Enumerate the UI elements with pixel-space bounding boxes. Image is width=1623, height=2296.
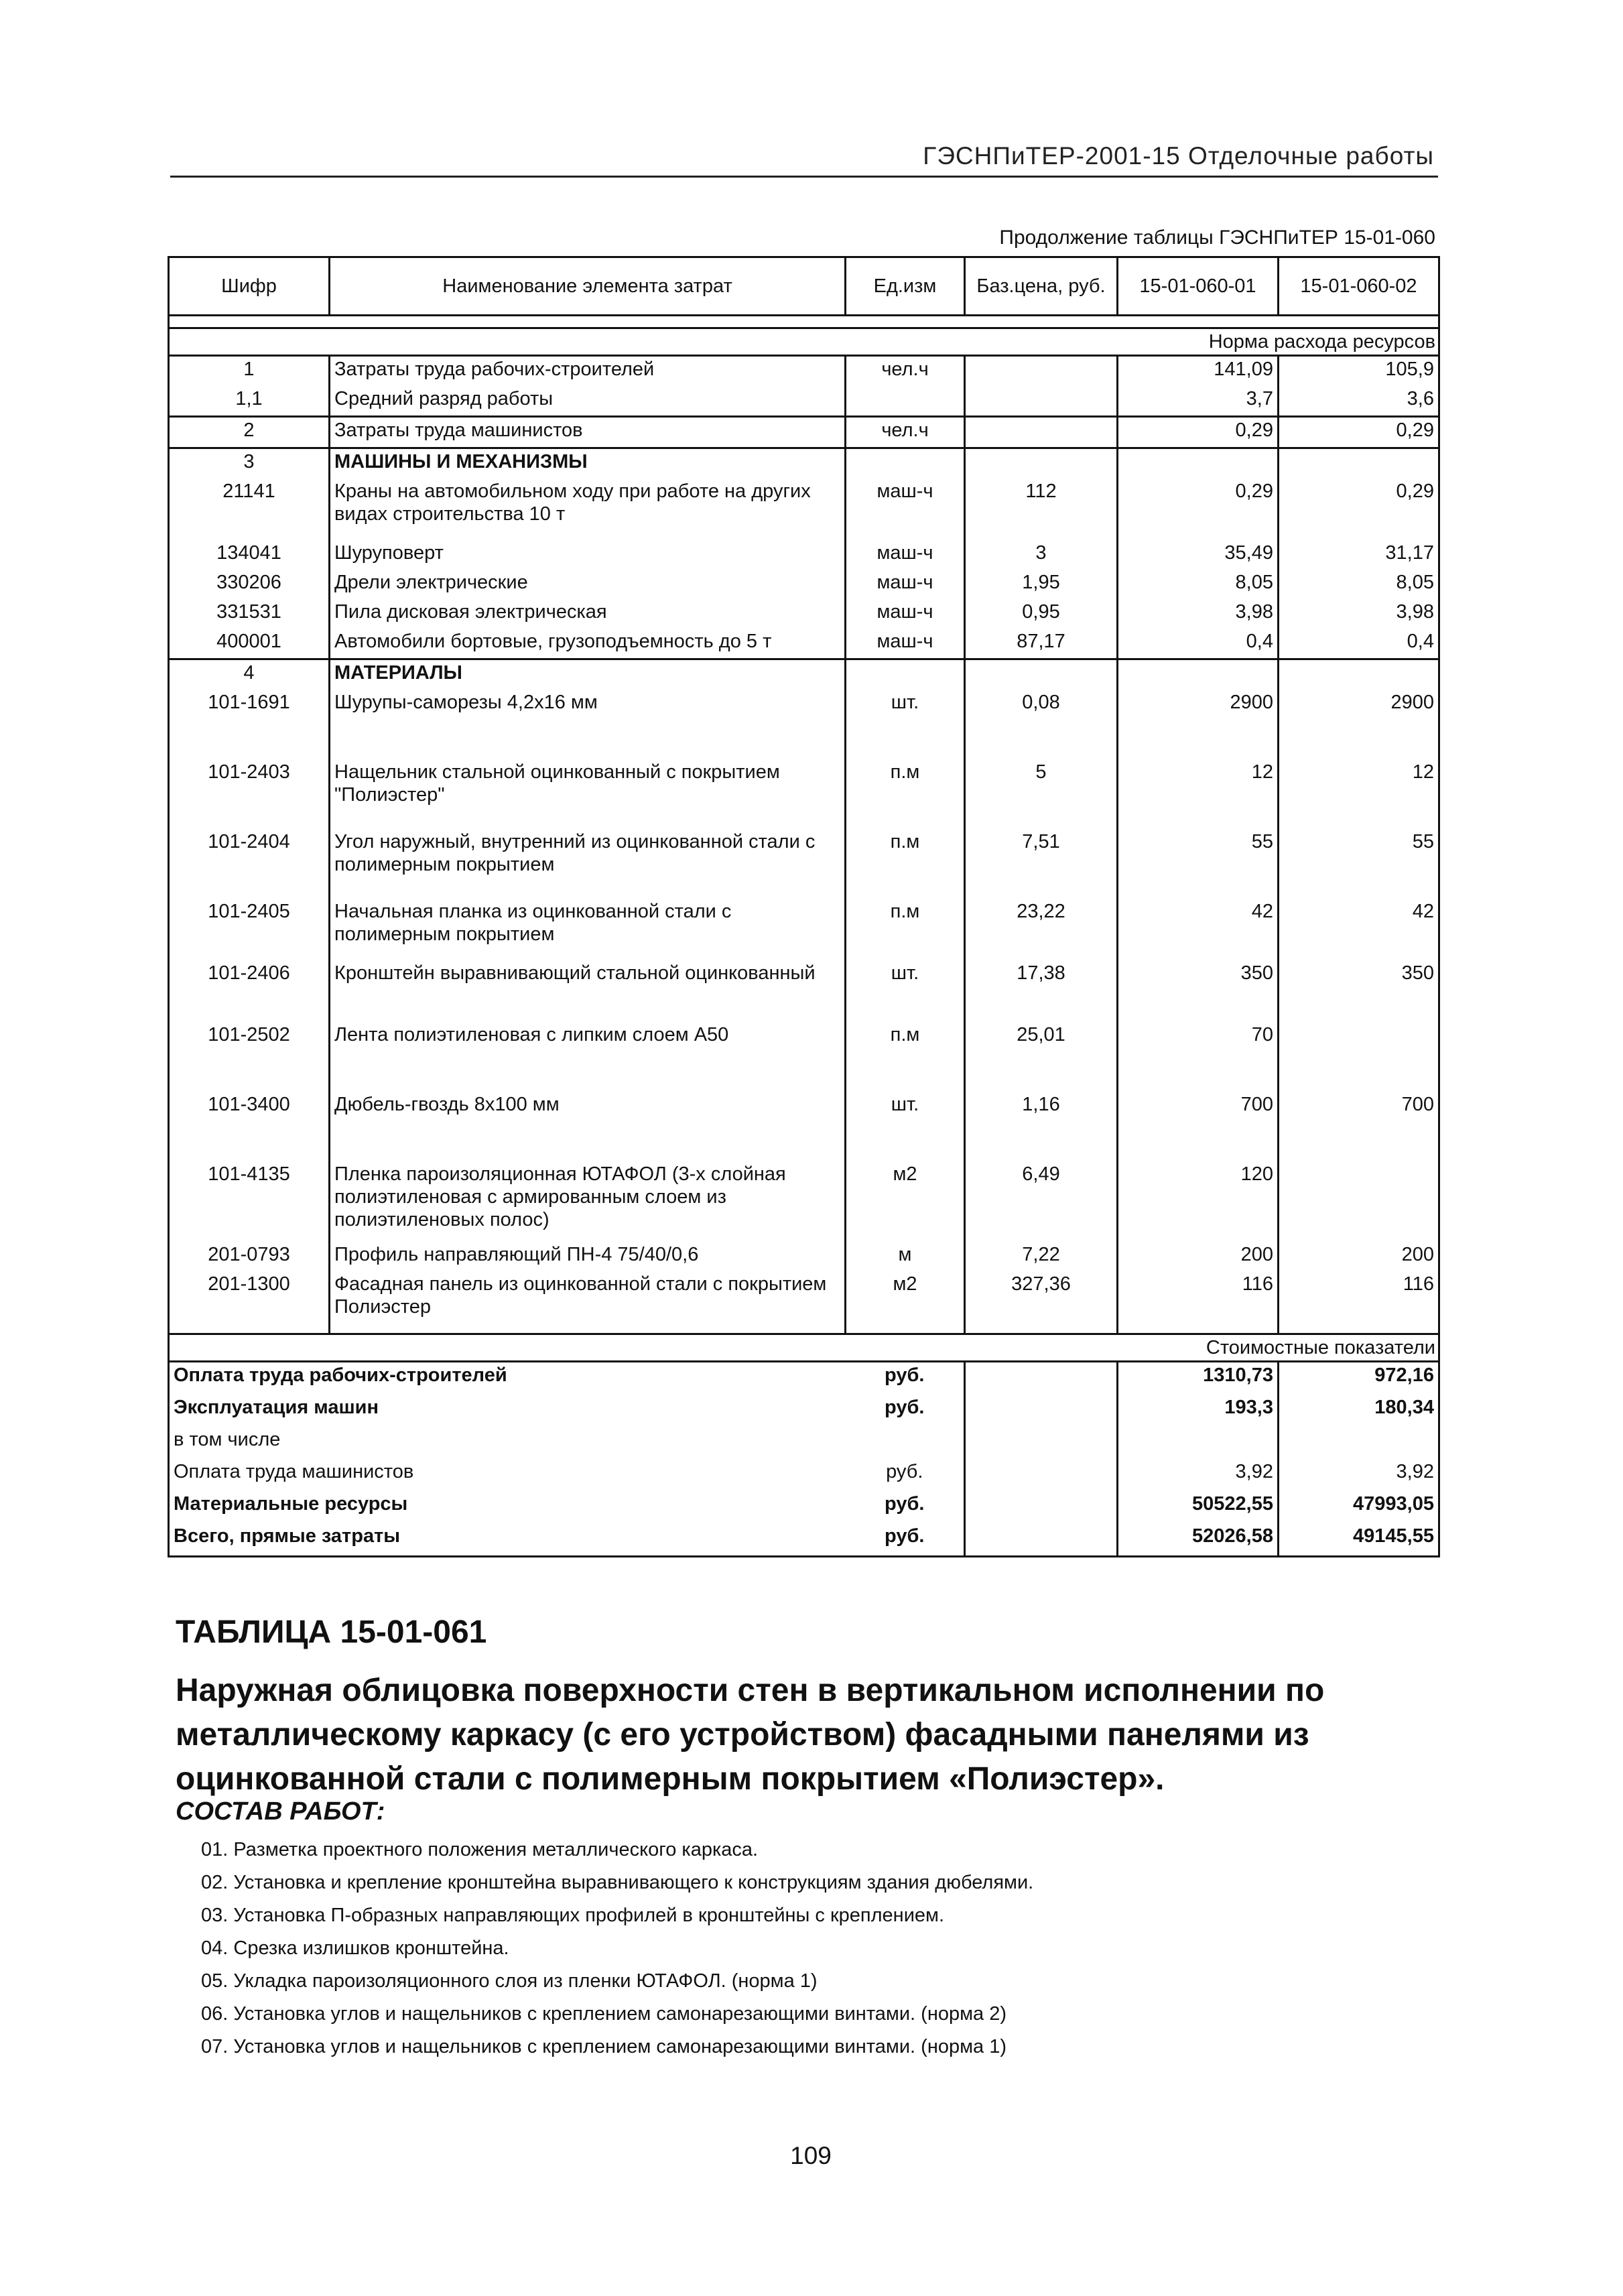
row-name: Фасадная панель из оцинкованной стали с покрытием Полиэстер: [330, 1271, 846, 1334]
row-unit: чел.ч: [846, 417, 965, 448]
header-code: Шифр: [169, 257, 330, 316]
row-price: 0,08: [1022, 692, 1060, 713]
row-name: МАТЕРИАЛЫ: [330, 659, 846, 690]
cost-row: [169, 1491, 1439, 1523]
row-unit: маш-ч: [846, 599, 965, 629]
row-norm-2: 55: [1279, 829, 1439, 899]
row-price: 327,36: [965, 1271, 1118, 1334]
row-norm-1: 700: [1118, 1092, 1279, 1161]
cost-value-2: 3,92: [1279, 1459, 1439, 1491]
row-price: 0,95: [1022, 601, 1060, 623]
row-name: Дюбель-гвоздь 8х100 мм: [330, 1092, 846, 1161]
row-price: 87,17: [1017, 631, 1065, 652]
row-name: Затраты труда машинистов: [330, 417, 846, 448]
row-norm-1: 350: [1118, 960, 1279, 1022]
row-unit: п.м: [846, 1022, 965, 1092]
row-name: Кронштейн выравнивающий стальной оцинкованный: [330, 960, 846, 1022]
norm-subheader-row: [169, 328, 1439, 356]
table-row: [169, 540, 1439, 570]
cost-unit: [846, 1427, 965, 1459]
row-norm-2: 116: [1279, 1271, 1439, 1334]
row-unit: маш-ч: [846, 540, 965, 570]
row-unit: п.м: [846, 759, 965, 829]
row-name: Пленка пароизоляционная ЮТАФОЛ (3-х слойная полиэтиленовая с армированным слоем из полиэтиленовых полос): [330, 1161, 846, 1242]
row-code: 1: [169, 356, 330, 387]
next-table-description: Наружная облицовка поверхности стен в вертикальном исполнении по металлическому каркасу (с его устройством) фасадными панелями из оцинкованной стали с полимерным покрытием «Полиэстер».: [176, 1673, 1325, 1797]
work-item: 01. Разметка проектного положения металлического каркаса.: [201, 1839, 759, 1860]
row-unit: шт.: [846, 690, 965, 759]
cost-value-2: 972,16: [1279, 1362, 1439, 1395]
table-row: [169, 829, 1439, 899]
row-code: 101-2403: [169, 759, 330, 829]
row-norm-1: 2900: [1118, 690, 1279, 759]
row-norm-1: 200: [1118, 1242, 1279, 1271]
cost-empty: [965, 1459, 1118, 1491]
cost-value-2: 49145,55: [1279, 1523, 1439, 1557]
work-item: 02. Установка и крепление кронштейна выравнивающего к конструкциям здания дюбелями.: [201, 1872, 1034, 1893]
row-name: Краны на автомобильном ходу при работе на других видах строительства 10 т: [330, 479, 846, 540]
row-code: 101-3400: [169, 1092, 330, 1161]
cost-empty: [965, 1362, 1118, 1395]
header-norm-2: 15-01-060-02: [1279, 257, 1439, 316]
table-row: [169, 1242, 1439, 1271]
table-row: [169, 1271, 1439, 1334]
row-unit: [846, 448, 965, 479]
row-name: Дрели электрические: [330, 570, 846, 599]
norm-subheader: Норма расхода ресурсов: [169, 328, 1439, 356]
work-item: 06. Установка углов и нащельников с креплением самонарезающими винтами. (норма 2): [201, 2003, 1007, 2025]
table-continuation-note: Продолжение таблицы ГЭСНПиТЕР 15-01-060: [999, 227, 1435, 249]
row-norm-2: [1279, 448, 1439, 479]
resource-table: [168, 256, 1440, 1557]
row-code: 201-0793: [169, 1242, 330, 1271]
row-name: МАШИНЫ И МЕХАНИЗМЫ: [330, 448, 846, 479]
row-norm-2: 8,05: [1279, 570, 1439, 599]
row-code: 330206: [169, 570, 330, 599]
table-row: [169, 448, 1439, 479]
table-row: [169, 629, 1439, 659]
row-price: 23,22: [1017, 901, 1065, 922]
row-norm-2: 0,4: [1279, 629, 1439, 659]
work-item: 05. Укладка пароизоляционного слоя из пленки ЮТАФОЛ. (норма 1): [201, 1970, 818, 1992]
work-item: 07. Установка углов и нащельников с креплением самонарезающими винтами. (норма 1): [201, 2036, 1007, 2057]
row-norm-2: 2900: [1279, 690, 1439, 759]
row-name: Пила дисковая электрическая: [330, 599, 846, 629]
cost-subheader-row: [169, 1334, 1439, 1362]
row-name: Начальная планка из оцинкованной стали с полимерным покрытием: [330, 899, 846, 960]
row-name: Профиль направляющий ПН-4 75/40/0,6: [330, 1242, 846, 1271]
row-price: 112: [1025, 481, 1057, 502]
row-code: 134041: [169, 540, 330, 570]
header-unit: Ед.изм: [846, 257, 965, 316]
row-name: Автомобили бортовые, грузоподъемность до 5 т: [330, 629, 846, 659]
row-name: Нащельник стальной оцинкованный с покрытием "Полиэстер": [330, 759, 846, 829]
row-code: 21141: [169, 479, 330, 540]
row-code: 101-2502: [169, 1022, 330, 1092]
row-name: Лента полиэтиленовая с липким слоем А50: [330, 1022, 846, 1092]
cost-unit: руб.: [846, 1523, 965, 1557]
row-norm-2: 31,17: [1279, 540, 1439, 570]
row-code: 331531: [169, 599, 330, 629]
row-code: 1,1: [169, 386, 330, 417]
running-head: ГЭСНПиТЕР-2001-15 Отделочные работы: [923, 142, 1434, 170]
row-code: 2: [169, 417, 330, 448]
row-name: Средний разряд работы: [330, 386, 846, 417]
row-code: 101-4135: [169, 1161, 330, 1242]
cost-empty: [965, 1491, 1118, 1523]
row-code: 101-2405: [169, 899, 330, 960]
row-code: 400001: [169, 629, 330, 659]
cost-value-2: [1279, 1427, 1439, 1459]
row-price: 1,16: [1022, 1094, 1060, 1115]
row-unit: шт.: [846, 1092, 965, 1161]
cost-value-1: [1118, 1427, 1279, 1459]
cost-empty: [965, 1395, 1118, 1427]
cost-name: Оплата труда рабочих-строителей: [169, 1362, 846, 1395]
cost-unit: руб.: [846, 1395, 965, 1427]
row-norm-2: 105,9: [1279, 356, 1439, 387]
row-price: 7,51: [1022, 831, 1060, 852]
row-norm-1: 0,4: [1118, 629, 1279, 659]
row-price: [965, 386, 1118, 417]
work-composition-list: [201, 1834, 1407, 2063]
work-item: 03. Установка П-образных направляющих профилей в кронштейны с креплением.: [201, 1905, 945, 1926]
row-code: 201-1300: [169, 1271, 330, 1334]
row-norm-1: 42: [1118, 899, 1279, 960]
resource-rows: [169, 356, 1439, 1334]
row-norm-1: 12: [1118, 759, 1279, 829]
table-row: [169, 479, 1439, 540]
next-table-title: ТАБЛИЦА 15-01-061: [176, 1614, 487, 1650]
row-norm-2: [1279, 659, 1439, 690]
row-price: 5: [1035, 761, 1047, 783]
cost-value-1: 50522,55: [1118, 1491, 1279, 1523]
row-norm-1: 120: [1118, 1161, 1279, 1242]
row-norm-2: 12: [1279, 759, 1439, 829]
row-code: 101-2404: [169, 829, 330, 899]
row-unit: п.м: [846, 829, 965, 899]
cost-rows: [169, 1362, 1439, 1557]
row-unit: м: [846, 1242, 965, 1271]
cost-row: [169, 1459, 1439, 1491]
row-price: [965, 448, 1118, 479]
row-unit: м2: [846, 1161, 965, 1242]
row-norm-1: 141,09: [1118, 356, 1279, 387]
row-code: 101-2406: [169, 960, 330, 1022]
row-norm-1: 3,98: [1118, 599, 1279, 629]
row-name: Шуруповерт: [330, 540, 846, 570]
row-unit: маш-ч: [846, 479, 965, 540]
cost-unit: руб.: [846, 1362, 965, 1395]
row-unit: м2: [846, 1271, 965, 1334]
row-norm-1: 35,49: [1118, 540, 1279, 570]
row-unit: маш-ч: [846, 570, 965, 599]
work-composition-heading: СОСТАВ РАБОТ:: [176, 1797, 385, 1826]
table-row: [169, 417, 1439, 448]
cost-row: [169, 1427, 1439, 1459]
cost-row: [169, 1523, 1439, 1557]
row-name: Угол наружный, внутренний из оцинкованной стали с полимерным покрытием: [330, 829, 846, 899]
row-norm-2: 3,6: [1279, 386, 1439, 417]
row-price: [965, 659, 1118, 690]
row-norm-2: 42: [1279, 899, 1439, 960]
row-norm-1: [1118, 659, 1279, 690]
cost-name: в том числе: [169, 1427, 846, 1459]
row-code: 3: [169, 448, 330, 479]
row-norm-2: 0,29: [1279, 479, 1439, 540]
row-norm-2: 700: [1279, 1092, 1439, 1161]
row-norm-2: 0,29: [1279, 417, 1439, 448]
row-unit: [846, 386, 965, 417]
table-row: [169, 356, 1439, 387]
row-unit: маш-ч: [846, 629, 965, 659]
header-price: Баз.цена, руб.: [965, 257, 1118, 316]
table-row: [169, 960, 1439, 1022]
row-name: Шурупы-саморезы 4,2х16 мм: [330, 690, 846, 759]
cost-value-2: 180,34: [1279, 1395, 1439, 1427]
cost-empty: [965, 1427, 1118, 1459]
cost-value-1: 3,92: [1118, 1459, 1279, 1491]
cost-name: Материальные ресурсы: [169, 1491, 846, 1523]
row-norm-2: [1279, 1022, 1439, 1092]
table-row: [169, 1022, 1439, 1092]
header-norm-1: 15-01-060-01: [1118, 257, 1279, 316]
cost-empty: [965, 1523, 1118, 1557]
table-row: [169, 659, 1439, 690]
row-norm-1: 8,05: [1118, 570, 1279, 599]
cost-section: [169, 1334, 1439, 1362]
row-price: [965, 356, 1118, 387]
cost-unit: руб.: [846, 1491, 965, 1523]
row-unit: [846, 659, 965, 690]
row-norm-1: [1118, 448, 1279, 479]
table-row: [169, 599, 1439, 629]
spacer-row: [169, 316, 1439, 328]
row-norm-1: 0,29: [1118, 479, 1279, 540]
cost-name: Оплата труда машинистов: [169, 1459, 846, 1491]
cost-value-1: 1310,73: [1118, 1362, 1279, 1395]
cost-name: Эксплуатация машин: [169, 1395, 846, 1427]
row-price: 25,01: [1017, 1024, 1065, 1045]
row-price: 7,22: [1022, 1244, 1060, 1265]
work-item: 04. Срезка излишков кронштейна.: [201, 1937, 509, 1959]
table-row: [169, 570, 1439, 599]
cost-unit: руб.: [846, 1459, 965, 1491]
row-norm-2: [1279, 1161, 1439, 1242]
cost-value-1: 193,3: [1118, 1395, 1279, 1427]
row-norm-1: 70: [1118, 1022, 1279, 1092]
row-norm-2: 200: [1279, 1242, 1439, 1271]
row-name: Затраты труда рабочих-строителей: [330, 356, 846, 387]
cost-row: [169, 1395, 1439, 1427]
row-unit: чел.ч: [846, 356, 965, 387]
table-row: [169, 1161, 1439, 1242]
row-norm-1: 3,7: [1118, 386, 1279, 417]
row-price: 6,49: [1022, 1163, 1060, 1185]
page-number: 109: [790, 2142, 832, 2169]
table-row: [169, 759, 1439, 829]
row-unit: шт.: [846, 960, 965, 1022]
table-row: [169, 386, 1439, 417]
header-name: Наименование элемента затрат: [330, 257, 846, 316]
table-header-row: [169, 257, 1439, 316]
cost-value-1: 52026,58: [1118, 1523, 1279, 1557]
row-code: 101-1691: [169, 690, 330, 759]
row-norm-2: 350: [1279, 960, 1439, 1022]
resource-table-body: [169, 257, 1439, 356]
row-code: 4: [169, 659, 330, 690]
row-price: 1,95: [1022, 572, 1060, 593]
row-norm-1: 116: [1118, 1271, 1279, 1334]
cost-name: Всего, прямые затраты: [169, 1523, 846, 1557]
row-norm-1: 55: [1118, 829, 1279, 899]
cost-value-2: 47993,05: [1279, 1491, 1439, 1523]
row-norm-2: 3,98: [1279, 599, 1439, 629]
row-norm-1: 0,29: [1118, 417, 1279, 448]
table-row: [169, 1092, 1439, 1161]
cost-subheader: Стоимостные показатели: [169, 1334, 1439, 1362]
row-price: 17,38: [1017, 962, 1065, 984]
row-price: [965, 417, 1118, 448]
row-price: 3: [1035, 542, 1047, 564]
table-row: [169, 690, 1439, 759]
cost-row: [169, 1362, 1439, 1395]
table-row: [169, 899, 1439, 960]
row-unit: п.м: [846, 899, 965, 960]
header-rule: [170, 176, 1438, 178]
